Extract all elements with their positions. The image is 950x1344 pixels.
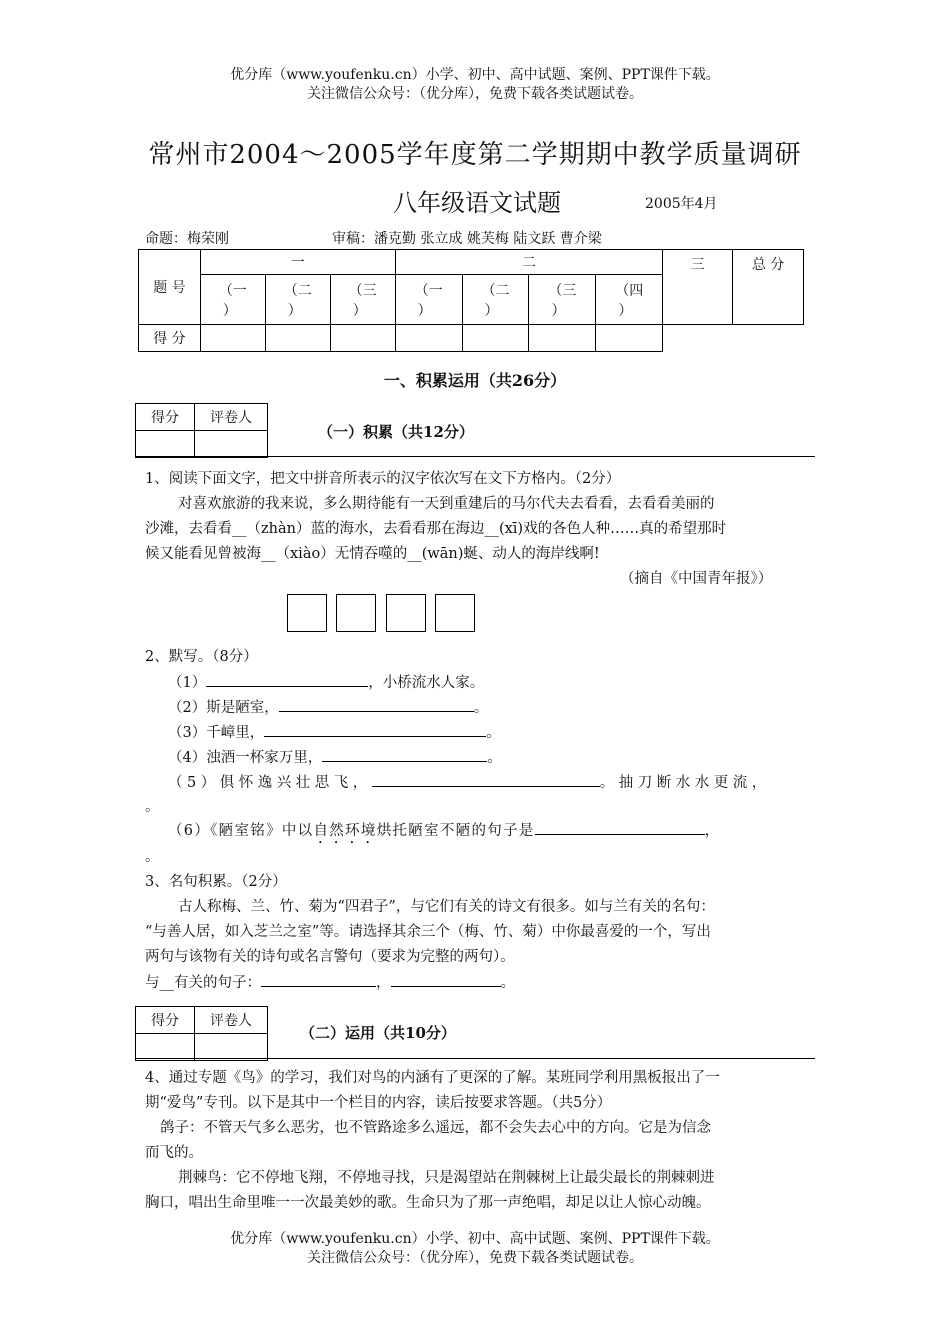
answer-box[interactable]	[435, 594, 475, 632]
q2-item-5: （5）俱怀逸兴壮思飞， 。抽刀断水水更流，	[168, 770, 800, 795]
group-3: 三	[663, 250, 733, 325]
group-total: 总 分	[733, 250, 804, 325]
grade-grader-label: 评卷人	[195, 1007, 268, 1034]
fill-blank[interactable]	[261, 970, 376, 987]
grade-score-cell[interactable]	[136, 431, 195, 458]
fill-blank[interactable]	[264, 720, 486, 737]
q3-answer: 与__有关的句子： ， 。	[145, 970, 515, 995]
grade-grader-cell[interactable]	[195, 1034, 268, 1061]
grade-box-1	[135, 403, 268, 458]
score-cell[interactable]	[462, 325, 529, 352]
section-1-title: 一、积累运用（共26分）	[383, 371, 567, 390]
q3-line-2: “与善人居，如入芝兰之室”等。请选择其余三个（梅、竹、菊）中你最喜爱的一个，写出	[145, 924, 711, 940]
grade-grader-cell[interactable]	[195, 431, 268, 458]
sub-col: （一 ）	[395, 275, 462, 325]
fill-blank[interactable]	[391, 970, 501, 987]
q2-prompt: 2、默写。（8分）	[145, 649, 258, 665]
q1-para-3: 候又能看见曾被海__（xiào）无情吞噬的__(wān)蜒、动人的海岸线啊!	[145, 546, 600, 562]
q4-pigeon-1: 鸽子：不管天气多么恶劣，也不管路途多么遥远，都不会失去心中的方向。它是为信念	[160, 1120, 711, 1136]
q1-para-2: 沙滩，去看看__（zhàn）蓝的海水，去看看那在海边__(xī)戏的各色人种……真的希望那时	[145, 521, 727, 537]
sub-col: （三 ）	[529, 275, 596, 325]
part-1-title: （一）积累（共12分）	[318, 423, 474, 441]
q1-prompt: 1、阅读下面文字，把文中拼音所表示的汉字依次写在文下方格内。（2分）	[145, 471, 621, 487]
q2-item-1: （1） ，小桥流水人家。	[168, 670, 484, 695]
divider	[135, 456, 815, 457]
answer-box[interactable]	[386, 594, 426, 632]
fill-blank[interactable]	[535, 818, 705, 835]
answer-box[interactable]	[287, 594, 327, 632]
q4-pigeon-2: 而飞的。	[145, 1145, 203, 1161]
q2-item-6-cont: 。	[145, 849, 160, 865]
q2-item-6: （6）《陋室铭》中以自然环境烘托陋室不陋的句子是 ，	[168, 818, 800, 847]
q2-item-3: （3）千嶂里， 。	[168, 720, 501, 745]
exam-date: 2005年4月	[645, 196, 718, 212]
q4-line-2: 期“爱鸟”专刊。以下是其中一个栏目的内容，读后按要求答题。（共5分）	[145, 1095, 612, 1111]
author-line: 命题：梅荣刚	[145, 231, 229, 247]
q1-source: （摘自《中国青年报》）	[620, 571, 773, 587]
score-cell[interactable]	[330, 325, 395, 352]
score-cell[interactable]	[265, 325, 330, 352]
footer-line-1: 优分库（www.youfenku.cn）小学、初中、高中试题、案例、PPT课件下载。	[230, 1231, 720, 1247]
q2-item-2: （2）斯是陋室， 。	[168, 695, 488, 720]
sub-col: （四 ）	[596, 275, 663, 325]
q2-item-5-cont: 。	[145, 799, 160, 815]
q4-thorn-2: 胸口，唱出生命里唯一一次最美妙的歌。生命只为了那一声绝唱，却足以让人惊心动魄。	[145, 1195, 711, 1211]
group-1: 一	[200, 250, 395, 275]
q2-item-4: （4）浊酒一杯家万里， 。	[168, 745, 502, 770]
q3-line-3: 两句与该物有关的诗句或名言警句（要求为完整的两句）。	[145, 949, 515, 965]
fill-blank[interactable]	[322, 745, 487, 762]
score-cell[interactable]	[200, 325, 265, 352]
part-2-title: （二）运用（共10分）	[300, 1024, 456, 1042]
page-title: 常州市2004～2005学年度第二学期期中教学质量调研	[148, 140, 802, 170]
score-cell[interactable]	[395, 325, 462, 352]
q4-thorn-1: 荆棘鸟：它不停地飞翔，不停地寻找，只是渴望站在荆棘树上让最尖最长的荆棘刺进	[178, 1170, 715, 1186]
sub-col: （二 ）	[462, 275, 529, 325]
score-cell[interactable]	[529, 325, 596, 352]
fill-blank[interactable]	[206, 670, 368, 687]
header-line-1: 优分库（www.youfenku.cn）小学、初中、高中试题、案例、PPT课件下载。	[230, 67, 720, 83]
q1-para-1: 对喜欢旅游的我来说，多么期待能有一天到重建后的马尔代夫去看看，去看看美丽的	[178, 496, 715, 512]
grade-grader-label: 评卷人	[195, 404, 268, 431]
fill-blank[interactable]	[372, 770, 600, 787]
score-cell[interactable]	[596, 325, 663, 352]
score-table	[138, 249, 804, 352]
q3-line-1: 古人称梅、兰、竹、菊为“四君子”，与它们有关的诗文有很多。如与兰有关的名句：	[178, 899, 715, 915]
fill-blank[interactable]	[279, 695, 474, 712]
grade-box-2	[135, 1006, 268, 1061]
q4-line-1: 4、通过专题《鸟》的学习，我们对鸟的内涵有了更深的了解。某班同学利用黑板报出了一	[145, 1070, 720, 1086]
grade-score-label: 得分	[136, 404, 195, 431]
reviewers-line: 审稿：潘克勤 张立成 姚芙梅 陆文跃 曹介梁	[332, 231, 602, 247]
answer-box[interactable]	[336, 594, 376, 632]
footer-line-2: 关注微信公众号：（优分库），免费下载各类试题试卷。	[307, 1250, 643, 1266]
grade-score-cell[interactable]	[136, 1034, 195, 1061]
sub-col: （一 ）	[200, 275, 265, 325]
divider	[135, 1058, 815, 1059]
sub-col: （三 ）	[330, 275, 395, 325]
grade-score-label: 得分	[136, 1007, 195, 1034]
row-label-question: 题 号	[139, 250, 201, 325]
q3-prompt: 3、名句积累。（2分）	[145, 874, 287, 890]
header-line-2: 关注微信公众号：（优分库），免费下载各类试题试卷。	[307, 86, 643, 102]
group-2: 二	[395, 250, 663, 275]
row-label-score: 得 分	[139, 325, 201, 352]
sub-col: （二 ）	[265, 275, 330, 325]
page-subtitle: 八年级语文试题	[393, 189, 561, 217]
